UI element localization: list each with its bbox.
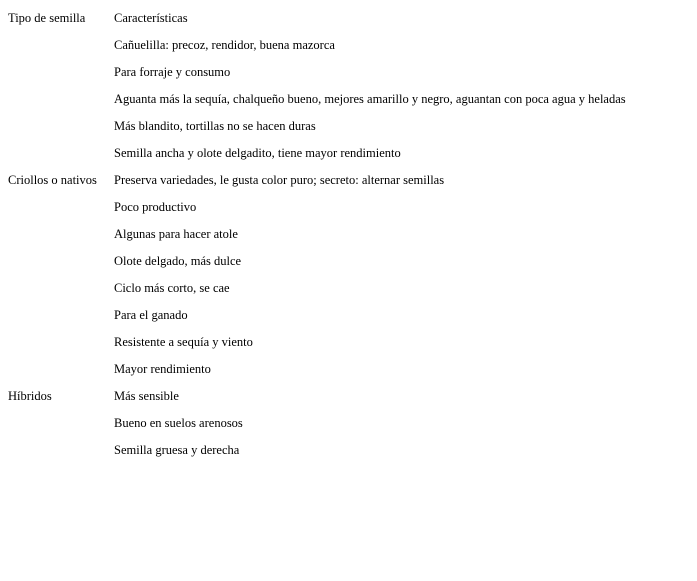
- characteristic-cell: Para el ganado: [114, 308, 188, 322]
- group-hibridos: [6, 329, 628, 464]
- characteristic-cell: Mayor rendimiento: [114, 362, 211, 376]
- seed-type-criollos: Criollos o nativos: [8, 173, 97, 187]
- characteristic-cell: Más blandito, tortillas no se hacen duras: [114, 119, 316, 133]
- header-seed-type: Tipo de semilla: [8, 11, 86, 25]
- table-row: [6, 32, 628, 59]
- header-characteristics: Características: [114, 11, 188, 25]
- characteristic-cell: Semilla ancha y olote delgadito, tiene mayor rendimiento: [114, 146, 401, 160]
- table-header: [6, 5, 628, 32]
- characteristic-cell: Olote delgado, más dulce: [114, 254, 242, 268]
- characteristic-cell: Resistente a sequía y viento: [114, 335, 253, 349]
- seed-characteristics-table: [6, 5, 628, 464]
- characteristic-cell: Ciclo más corto, se cae: [114, 281, 230, 295]
- table-row: [6, 329, 628, 356]
- characteristic-cell: Para forraje y consumo: [114, 65, 231, 79]
- group-criollos: [6, 32, 628, 329]
- characteristic-cell: Semilla gruesa y derecha: [114, 443, 240, 457]
- characteristic-cell: Preserva variedades, le gusta color puro; secreto: alternar semillas: [114, 173, 445, 187]
- characteristic-cell: Aguanta más la sequía, chalqueño bueno, mejores amarillo y negro, aguantan con poca agua y heladas: [114, 92, 626, 106]
- seed-type-hibridos: Híbridos: [8, 389, 52, 403]
- characteristic-cell: Poco productivo: [114, 200, 197, 214]
- characteristic-cell: Más sensible: [114, 389, 179, 403]
- header-row: [6, 5, 628, 32]
- characteristic-cell: Algunas para hacer atole: [114, 227, 238, 241]
- characteristic-cell: Cañuelilla: precoz, rendidor, buena mazorca: [114, 38, 335, 52]
- characteristic-cell: Bueno en suelos arenosos: [114, 416, 243, 430]
